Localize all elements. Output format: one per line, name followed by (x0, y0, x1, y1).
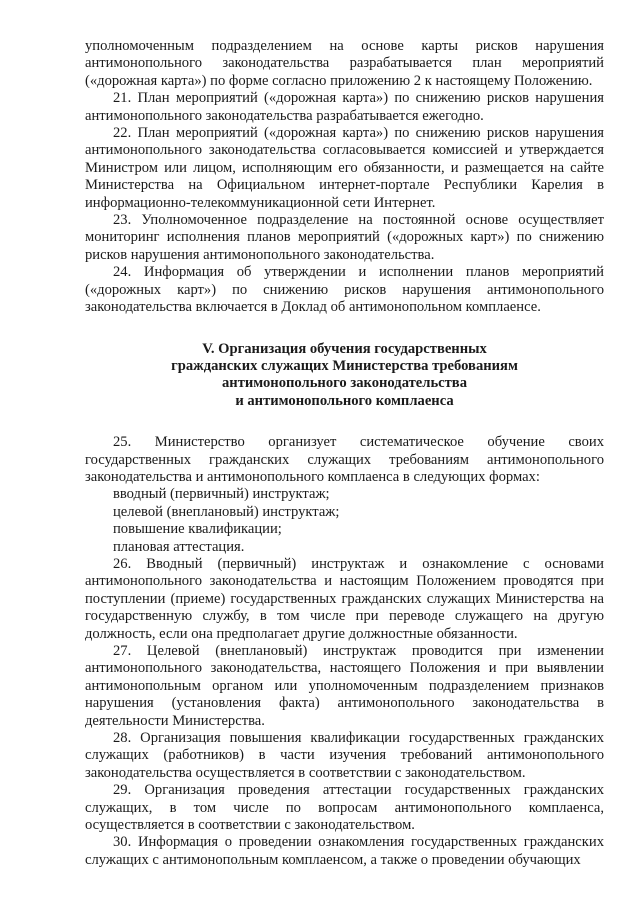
section-heading-line: гражданских служащих Министерства требованиям (171, 357, 518, 374)
paragraph-26: 26. Вводный (первичный) инструктаж и ознакомление с основами антимонопольного законодательства и настоящим Положением проводятся при поступлении (приеме) государственных гражданских служащих Министерства на государственную службу, в том числе при переводе служащего на другую должность, если она предполагает другие должностные обязанности. (85, 555, 604, 642)
paragraph-23: 23. Уполномоченное подразделение на постоянной основе осуществляет мониторинг исполнения планов мероприятий («дорожных карт») по снижению рисков нарушения антимонопольного законодательства. (85, 212, 604, 263)
form-item: вводный (первичный) инструктаж; (113, 486, 330, 503)
paragraph-30: 30. Информация о проведении ознакомления государственных гражданских служащих с антимонопольным комплаенсом, а также о проведении обучающих (85, 834, 604, 868)
paragraph-22: 22. План мероприятий («дорожная карта») по снижению рисков нарушения антимонопольного законодательства согласовывается комиссией и утверждается Министром или лицом, исполняющим его обязанности, и размещается на сайте Министерства на Официальном интернет-портале Республики Карелия в информационно-телекоммуникационной сети Интернет. (85, 125, 604, 211)
section-heading-line: и антимонопольного комплаенса (235, 392, 454, 409)
section-heading (85, 341, 604, 411)
paragraph-24: 24. Информация об утверждении и исполнении планов мероприятий («дорожных карт») по снижению рисков нарушения антимонопольного законодательства включается в Доклад об антимонопольном комплаенсе. (85, 264, 604, 316)
form-item: повышение квалификации; (113, 521, 282, 538)
paragraph-21: 21. План мероприятий («дорожная карта») по снижению рисков нарушения антимонопольного законодательства разрабатывается ежегодно. (85, 90, 604, 124)
paragraph-29: 29. Организация проведения аттестации государственных гражданских служащих, в том числе по вопросам антимонопольного комплаенса, осуществляется в соответствии с законодательством. (85, 782, 604, 834)
paragraph-28: 28. Организация повышения квалификации государственных гражданских служащих (работников) в части изучения требований антимонопольного законодательства осуществляется в соответствии с законодательством. (85, 730, 604, 781)
section-heading-line: V. Организация обучения государственных (202, 340, 487, 357)
section-heading-line: антимонопольного законодательства (221, 375, 467, 392)
form-item: целевой (внеплановый) инструктаж; (113, 503, 340, 520)
paragraph-27: 27. Целевой (внеплановый) инструктаж проводится при изменении антимонопольного законодательства, настоящего Положения и при выявлении антимонопольным органом или уполномоченным подразделением признаков нарушения (установления факта) антимонопольного законодательства в деятельности Министерства. (85, 643, 604, 729)
continued-paragraph: уполномоченным подразделением на основе карты рисков нарушения антимонопольного законодательства разрабатывается план мероприятий («дорожная карта») по форме согласно приложению 2 к настоящему Положению. (85, 38, 604, 89)
paragraph-25: 25. Министерство организует систематическое обучение своих государственных гражданских служащих требованиям антимонопольного законодательства и антимонопольного комплаенса в следующих формах: (85, 434, 604, 485)
form-item: плановая аттестация. (113, 538, 245, 555)
